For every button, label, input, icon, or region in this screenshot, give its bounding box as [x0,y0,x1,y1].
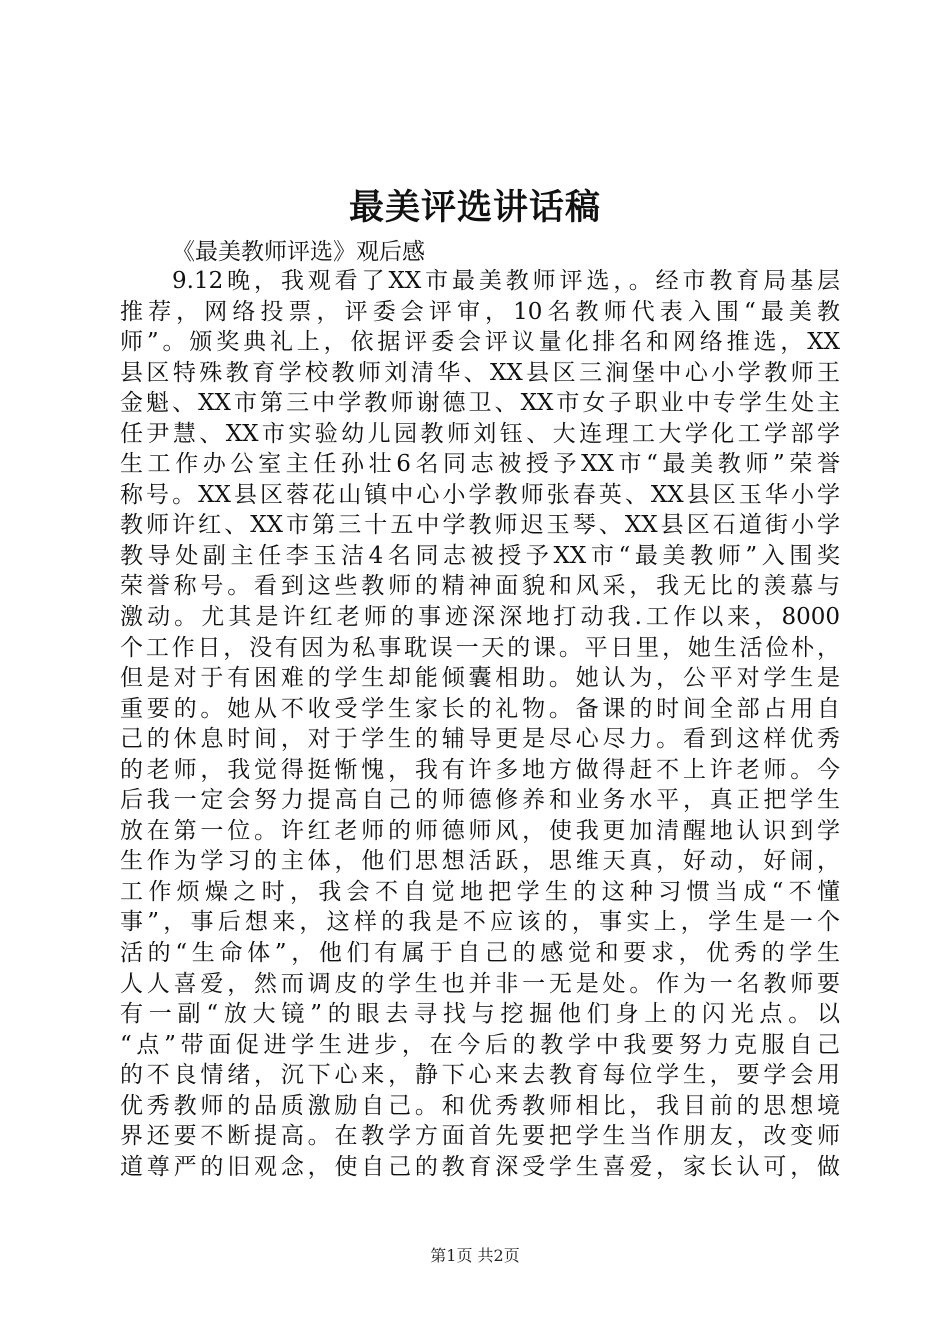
body-line: 县区特殊教育学校教师刘清华、XX县区三涧堡中心小学教师王 [120,359,840,386]
body-line: 的不良情绪，沉下心来，静下心来去教育每位学生，要学会用 [120,1062,840,1089]
body-line: 界还要不断提高。在教学方面首先要把学生当作朋友，改变师 [120,1123,840,1150]
body-line: 活的“生命体”，他们有属于自己的感觉和要求，优秀的学生 [120,940,840,967]
body-line: 师”。颁奖典礼上，依据评委会评议量化排名和网络推选，XX [120,329,840,356]
body-line: 激动。尤其是许红老师的事迹深深地打动我.工作以来，8000 [120,604,840,631]
body-line: 9.12晚，我观看了XX市最美教师评选，。经市教育局基层 [172,268,840,294]
body-line: 己的休息时间，对于学生的辅导更是尽心尽力。看到这样优秀 [120,726,840,753]
body-line: 重要的。她从不收受学生家长的礼物。备课的时间全部占用自 [120,695,840,722]
body-line: 生作为学习的主体，他们思想活跃，思维天真，好动，好闹， [120,848,840,875]
document-title: 最美评选讲话稿 [348,187,601,228]
body-line: 金魁、XX市第三中学教师谢德卫、XX市女子职业中专学生处主 [120,390,840,417]
body-line: “点”带面促进学生进步，在今后的教学中我要努力克服自己 [120,1031,840,1058]
body-line: 优秀教师的品质激励自己。和优秀教师相比，我目前的思想境 [120,1092,840,1119]
body-line: 事”，事后想来，这样的我是不应该的，事实上，学生是一个 [120,909,840,936]
document-body [120,266,840,1182]
page-number: 第1页 共2页 [430,1246,520,1265]
body-line: 教师许红、XX市第三十五中学教师迟玉琴、XX县区石道街小学 [120,512,840,539]
body-line: 有一副“放大镜”的眼去寻找与挖掘他们身上的闪光点。以 [120,1001,840,1028]
body-line: 推荐，网络投票，评委会评审，10名教师代表入围“最美教 [120,298,840,325]
body-line: 工作烦燥之时，我会不自觉地把学生的这种习惯当成“不懂 [120,878,840,905]
body-line: 任尹慧、XX市实验幼儿园教师刘钰、大连理工大学化工学部学 [120,420,840,447]
body-line: 道尊严的旧观念，使自己的教育深受学生喜爱，家长认可，做 [120,1153,840,1180]
body-line: 但是对于有困难的学生却能倾囊相助。她认为，公平对学生是 [120,665,840,692]
body-line: 的老师，我觉得挺惭愧，我有许多地方做得赶不上许老师。今 [120,756,840,783]
document-subtitle: 《最美教师评选》观后感 [172,239,425,265]
body-line: 荣誉称号。看到这些教师的精神面貌和风采，我无比的羡慕与 [120,573,840,600]
body-line: 称号。XX县区蓉花山镇中心小学教师张春英、XX县区玉华小学 [120,481,840,508]
body-line: 生工作办公室主任孙壮6名同志被授予XX市“最美教师”荣誉 [120,451,840,478]
body-line: 放在第一位。许红老师的师德师风，使我更加清醒地认识到学 [120,817,840,844]
body-line: 个工作日，没有因为私事耽误一天的课。平日里，她生活俭朴， [120,634,840,661]
body-line: 后我一定会努力提高自己的师德修养和业务水平，真正把学生 [120,787,840,814]
body-line: 人人喜爱，然而调皮的学生也并非一无是处。作为一名教师要 [120,970,840,997]
body-line: 教导处副主任李玉洁4名同志被授予XX市“最美教师”入围奖 [120,542,840,569]
